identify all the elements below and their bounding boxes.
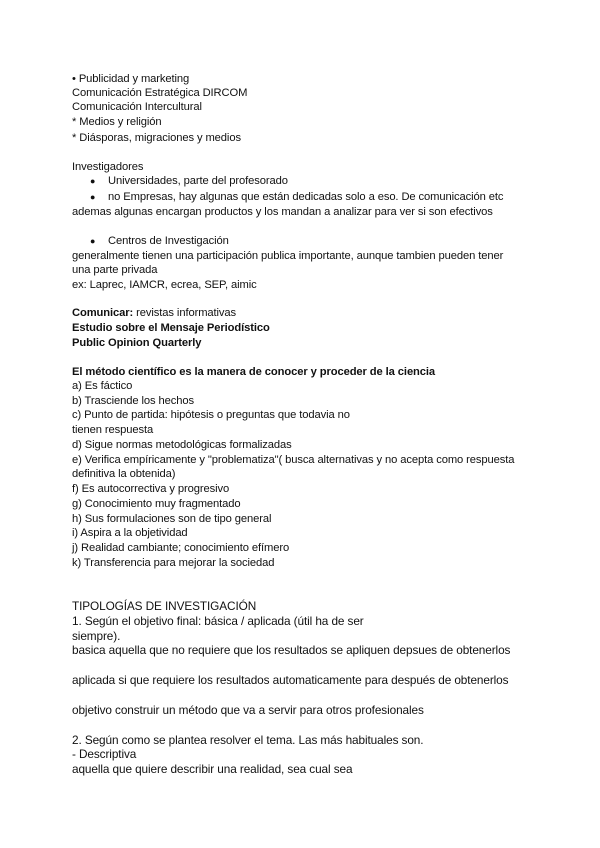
- investigadores-bullet: Centros de Investigación: [108, 235, 229, 247]
- metodo-item: k) Transferencia para mejorar la sociedad: [72, 557, 275, 569]
- comunicar-line: [72, 306, 236, 320]
- journal-title: Public Opinion Quarterly: [72, 337, 202, 349]
- metodo-item: tienen respuesta: [72, 424, 154, 436]
- tipologias-line: 1. Según el objetivo final: básica / aplicada (útil ha de ser: [72, 614, 364, 628]
- metodo-item: j) Realidad cambiante; conocimiento efímero: [72, 542, 290, 554]
- metodo-item: d) Sigue normas metodológicas formalizadas: [72, 439, 292, 451]
- tipologias-line: aquella que quiere describir una realidad, sea cual sea: [72, 762, 353, 776]
- tipologias-line: 2. Según como se plantea resolver el tema. Las más habituales son.: [72, 733, 424, 747]
- paragraph-line: una parte privada: [72, 264, 158, 276]
- metodo-item: i) Aspira a la objetividad: [72, 527, 188, 539]
- comunicar-label-rest: revistas informativas: [133, 307, 237, 319]
- topic-line: Comunicación Estratégica DIRCOM: [72, 87, 248, 99]
- journal-title: Estudio sobre el Mensaje Periodístico: [72, 322, 270, 334]
- metodo-item: a) Es fáctico: [72, 380, 133, 392]
- bullet-icon: ●: [90, 176, 96, 186]
- bullet-icon: ●: [90, 192, 96, 202]
- tipologias-heading: TIPOLOGÍAS DE INVESTIGACIÓN: [72, 599, 257, 613]
- tipologias-line: aplicada si que requiere los resultados automaticamente para después de obtenerlos: [72, 673, 509, 687]
- metodo-item: h) Sus formulaciones son de tipo general: [72, 513, 272, 525]
- metodo-item: g) Conocimiento muy fragmentado: [72, 498, 241, 510]
- metodo-item: f) Es autocorrectiva y progresivo: [72, 483, 230, 495]
- investigadores-bullet: no Empresas, hay algunas que están dedicadas solo a eso. De comunicación etc: [108, 191, 504, 203]
- investigadores-bullet: Universidades, parte del profesorado: [108, 175, 288, 187]
- tipologias-line: objetivo construir un método que va a servir para otros profesionales: [72, 703, 424, 717]
- paragraph-line: ex: Laprec, IAMCR, ecrea, SEP, aimic: [72, 279, 257, 291]
- topic-line: * Diásporas, migraciones y medios: [72, 132, 241, 144]
- metodo-item: b) Trasciende los hechos: [72, 395, 194, 407]
- metodo-item: c) Punto de partida: hipótesis o preguntas que todavia no: [72, 409, 350, 421]
- topic-line: • Publicidad y marketing: [72, 73, 190, 85]
- paragraph-line: generalmente tienen una participación publica importante, aunque tambien pueden tener: [72, 250, 504, 262]
- comunicar-label: Comunicar:: [72, 307, 134, 319]
- metodo-item: e) Verifica empíricamente y "problematiza"( busca alternativas y no acepta como respuesta: [72, 454, 515, 466]
- metodo-heading: El método científico es la manera de conocer y proceder de la ciencia: [72, 366, 436, 378]
- tipologias-line: basica aquella que no requiere que los resultados se apliquen depsues de obtenerlos: [72, 643, 511, 657]
- tipologias-line: siempre).: [72, 629, 121, 643]
- investigadores-heading: Investigadores: [72, 161, 144, 173]
- topic-line: Comunicación Intercultural: [72, 101, 202, 113]
- metodo-item: definitiva la obtenida): [72, 468, 176, 480]
- topic-line: * Medios y religión: [72, 116, 162, 128]
- tipologias-line: - Descriptiva: [72, 747, 137, 761]
- bullet-icon: ●: [90, 236, 96, 246]
- investigadores-bullet-cont: ademas algunas encargan productos y los mandan a analizar para ver si son efectivos: [72, 206, 493, 218]
